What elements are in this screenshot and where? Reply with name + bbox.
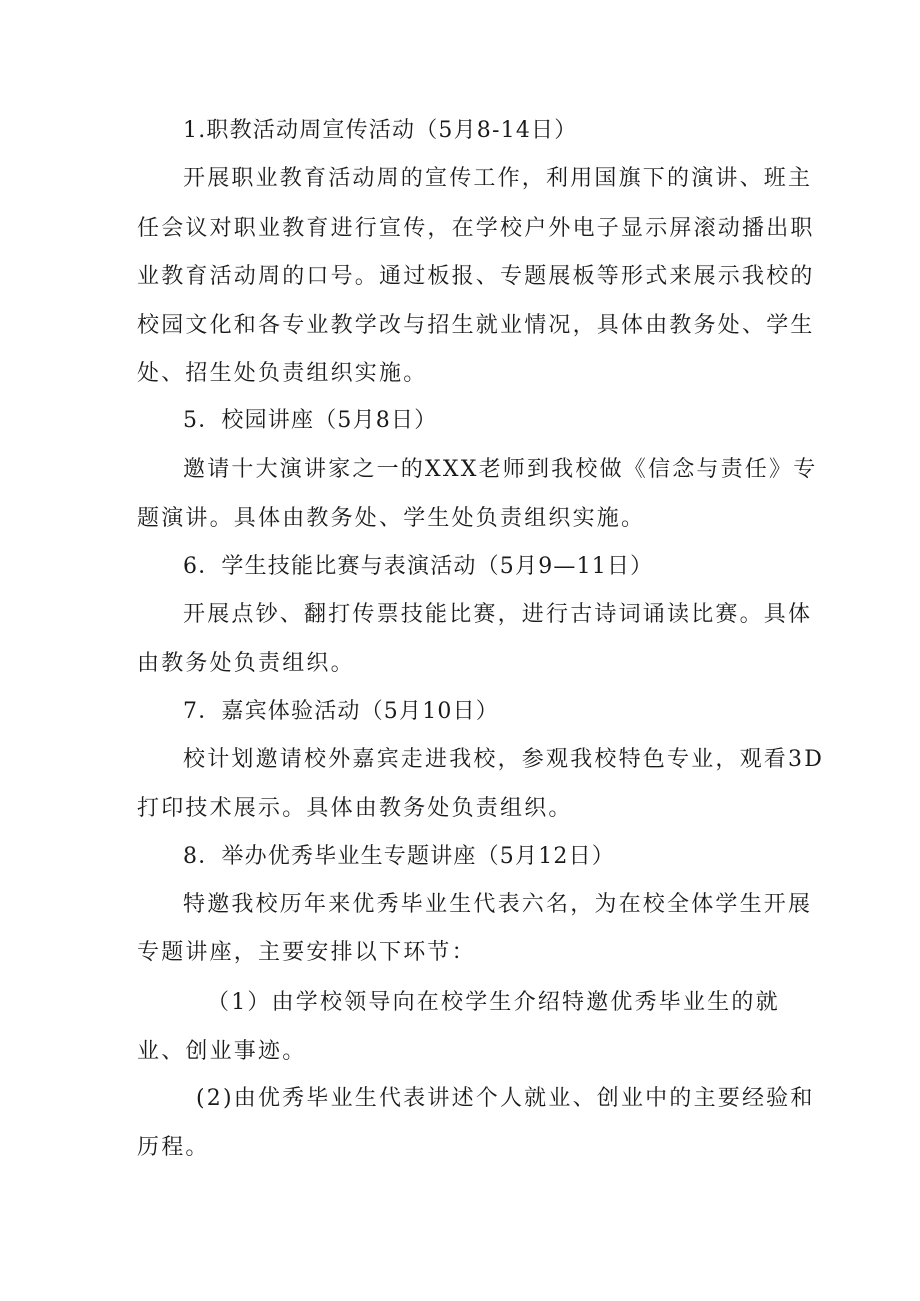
list-item-2-first-line: (2)由优秀毕业生代表讲述个人就业、创业中的主要经验和 (196, 1086, 815, 1111)
section-6-paragraph-line: 开展点钞、翻打传票技能比赛，进行古诗词诵读比赛。具体 (183, 602, 813, 627)
section-heading-6: 6．学生技能比赛与表演活动（5月9—11日） (183, 554, 654, 579)
list-item-1-first-line: （1）由学校领导向在校学生介绍特邀优秀毕业生的就 (207, 990, 780, 1015)
list-item-1-continuation: 业、创业事迹。 (137, 1039, 307, 1064)
section-7-paragraph-line: 校计划邀请校外嘉宾走进我校，参观我校特色专业，观看3D (183, 747, 825, 772)
section-heading-7: 7．嘉宾体验活动（5月10日） (183, 699, 499, 724)
section-1-paragraph-line: 校园文化和各专业教学改与招生就业情况，具体由教务处、学生 (137, 313, 815, 338)
section-7-paragraph-line: 打印技术展示。具体由教务处负责组织。 (137, 796, 573, 821)
section-1-paragraph-line: 任会议对职业教育进行宣传，在学校户外电子显示屏滚动播出职 (137, 216, 815, 241)
section-heading-8: 8．举办优秀毕业生专题讲座（5月12日） (183, 844, 615, 869)
section-heading-5: 5．校园讲座（5月8日） (183, 408, 438, 433)
section-5-paragraph-line: 邀请十大演讲家之一的XXX老师到我校做《信念与责任》专 (183, 457, 818, 482)
section-heading-1: 1.职教活动周宣传活动（5月8-14日） (183, 118, 578, 143)
section-8-paragraph-line: 专题讲座，主要安排以下环节： (137, 940, 476, 965)
section-1-paragraph-line: 处、招生处负责组织实施。 (137, 361, 428, 386)
section-5-paragraph-line: 题演讲。具体由教务处、学生处负责组织实施。 (137, 506, 646, 531)
section-8-paragraph-line: 特邀我校历年来优秀毕业生代表六名，为在校全体学生开展 (183, 892, 813, 917)
section-6-paragraph-line: 由教务处负责组织。 (137, 651, 355, 676)
list-item-2-continuation: 历程。 (137, 1135, 210, 1160)
section-1-paragraph-line: 业教育活动周的口号。通过板报、专题展板等形式来展示我校的 (137, 264, 815, 289)
section-1-paragraph-line: 开展职业教育活动周的宣传工作，利用国旗下的演讲、班主 (183, 166, 813, 191)
